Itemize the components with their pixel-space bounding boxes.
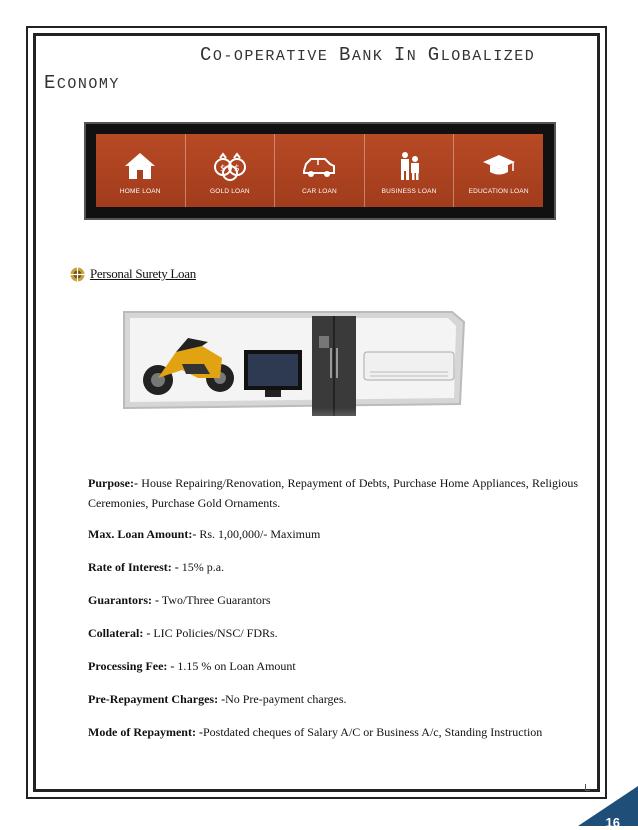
max-loan-row <box>88 527 578 543</box>
header-text: ANK <box>351 48 394 65</box>
television-image <box>244 350 302 397</box>
detail-value: Rs. 1,00,000/- Maximum <box>196 527 321 541</box>
svg-text:$: $ <box>219 164 226 174</box>
running-header-line2 <box>44 72 120 94</box>
loan-tab-label: HOME LOAN <box>119 188 161 195</box>
loan-banner <box>96 134 543 207</box>
purpose-row <box>88 473 578 513</box>
running-header-line1 <box>200 44 535 66</box>
svg-text:$: $ <box>233 164 240 174</box>
page-number: 16 <box>605 815 620 830</box>
air-conditioner-image <box>364 352 454 380</box>
collateral-row <box>88 626 578 642</box>
header-text: CONOMY <box>56 76 120 93</box>
gear-bullet-icon <box>70 267 85 282</box>
loan-tab-car[interactable] <box>275 134 365 207</box>
pre-repayment-row <box>88 692 578 708</box>
header-cap: C <box>200 44 213 66</box>
header-cap: G <box>427 44 441 66</box>
consumer-goods-image <box>118 308 470 458</box>
detail-value: No Pre-payment charges. <box>225 692 347 706</box>
detail-label: Rate of Interest: - <box>88 560 179 574</box>
detail-value: LIC Policies/NSC/ FDRs. <box>150 626 278 640</box>
header-cap: B <box>338 44 352 66</box>
detail-value: Two/Three Guarantors <box>159 593 271 607</box>
detail-value: 15% p.a. <box>178 560 225 574</box>
gold-bags-icon <box>212 151 248 181</box>
car-icon <box>301 151 337 181</box>
header-text: N <box>406 48 428 65</box>
processing-fee-row <box>88 659 578 675</box>
refrigerator-image <box>312 316 356 416</box>
loan-tab-label: CAR LOAN <box>302 188 337 195</box>
detail-label: Pre-Repayment Charges: - <box>88 692 226 706</box>
detail-label: Processing Fee: - <box>88 659 175 673</box>
repayment-mode-row <box>88 725 578 741</box>
detail-value: Postdated cheques of Salary A/C or Business A/c, Standing Instruction <box>202 725 543 739</box>
header-cap: I <box>393 44 407 66</box>
section-heading <box>70 266 196 282</box>
loan-details <box>88 473 578 758</box>
interest-rate-row <box>88 560 578 576</box>
detail-label: Max. Loan Amount:- <box>88 527 197 541</box>
detail-label: Purpose:- <box>88 476 138 490</box>
guarantors-row <box>88 593 578 609</box>
loan-tab-gold[interactable] <box>186 134 276 207</box>
house-icon <box>122 151 158 181</box>
loan-tab-label: BUSINESS LOAN <box>381 188 437 195</box>
detail-label: Collateral: - <box>88 626 151 640</box>
graduation-cap-icon <box>481 151 517 181</box>
header-cap: E <box>44 72 57 94</box>
loan-tab-label: EDUCATION LOAN <box>468 188 529 195</box>
detail-label: Guarantors: - <box>88 593 159 607</box>
header-text: LOBALIZED <box>440 48 536 65</box>
detail-label: Mode of Repayment: - <box>88 725 203 739</box>
loan-tab-home[interactable] <box>96 134 186 207</box>
business-people-icon <box>391 151 427 181</box>
loan-tab-education[interactable] <box>454 134 543 207</box>
detail-value: 1.15 % on Loan Amount <box>174 659 296 673</box>
loan-tab-business[interactable] <box>365 134 455 207</box>
section-heading-text: Personal Surety Loan <box>90 266 196 281</box>
header-text: O-OPERATIVE <box>212 48 339 65</box>
detail-value: House Repairing/Renovation, Repayment of Debts, Purchase Home Appliances, Religious Ceremonies, Purchase Gold Ornaments. <box>88 476 578 510</box>
loan-tab-label: GOLD LOAN <box>210 188 250 195</box>
